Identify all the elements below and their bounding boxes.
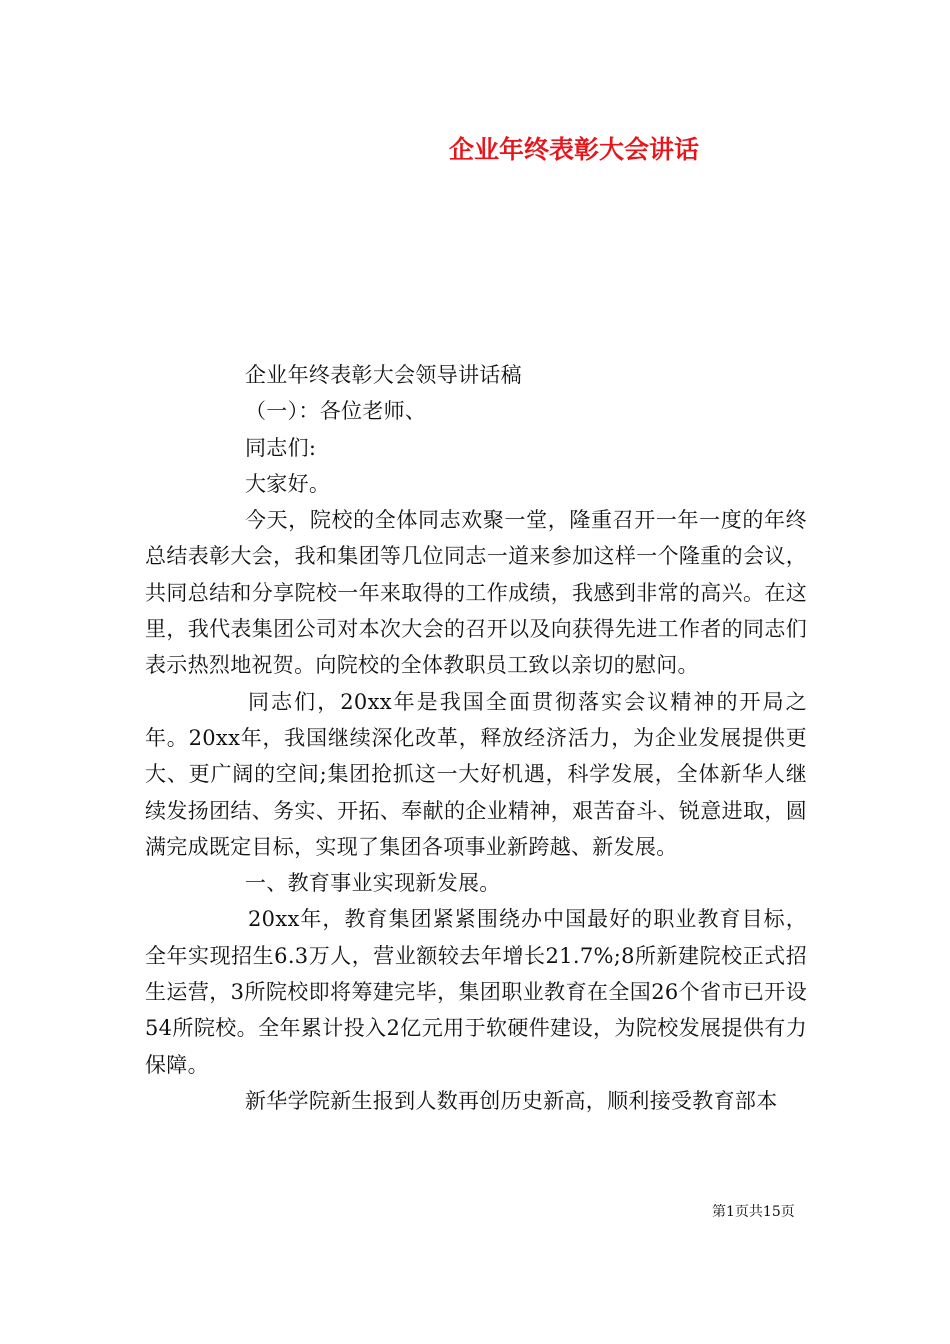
paragraph-comrades: 同志们，20xx年是我国全面贯彻落实会议精神的开局之年。20xx年，我国继续深化改革，释放经济活力，为企业发展提供更大、更广阔的空间;集团抢抓这一大好机遇，科学发展，全体新华人继续发扬团结、务实、开拓、奉献的企业精神，艰苦奋斗、锐意进取，圆满完成既定目标，实现了集团各项事业新跨越、新发展。 bbox=[145, 689, 807, 859]
paragraph-xinhua-college: 新华学院新生报到人数再创历史新高，顺利接受教育部本 bbox=[245, 1088, 778, 1113]
paragraph-education: 20xx年，教育集团紧紧围绕办中国最好的职业教育目标，全年实现招生6.3万人，营业额较去年增长21.7%;8所新建院校正式招生运营，3所院校即将筹建完毕，集团职业教育在全国26个省市已开设54所院校。全年累计投入2亿元用于软硬件建设，为院校发展提供有力保障。 bbox=[145, 907, 807, 1077]
greeting-line: 大家好。 bbox=[245, 471, 331, 496]
document-body bbox=[145, 357, 807, 1119]
section-heading-education: 一、教育事业实现新发展。 bbox=[245, 871, 501, 896]
page-number-footer: 第1页共15页 bbox=[712, 1204, 795, 1220]
salutation-line-1: （一）：各位老师、 bbox=[245, 399, 427, 424]
paragraph-opening: 今天，院校的全体同志欢聚一堂，隆重召开一年一度的年终总结表彰大会，我和集团等几位同志一道来参加这样一个隆重的会议，共同总结和分享院校一年来取得的工作成绩，我感到非常的高兴。在这里，我代表集团公司对本次大会的召开以及向获得先进工作者的同志们表示热烈地祝贺。向院校的全体教职员工致以亲切的慰问。 bbox=[145, 508, 807, 678]
speech-heading: 企业年终表彰大会领导讲话稿 bbox=[245, 363, 522, 387]
document-title: 企业年终表彰大会讲话 bbox=[449, 135, 700, 164]
salutation-line-2: 同志们: bbox=[245, 435, 317, 460]
